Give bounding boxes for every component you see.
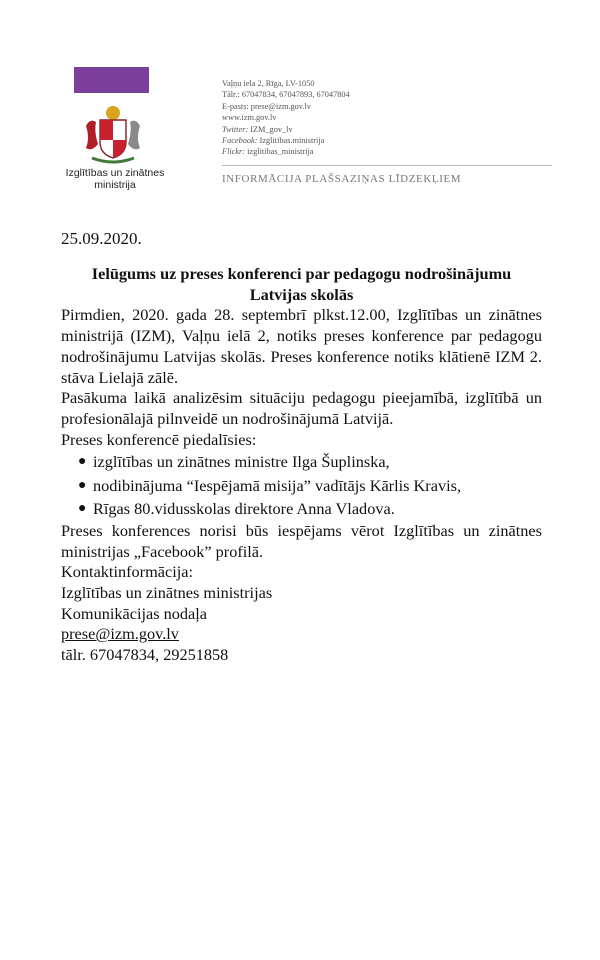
header-flickr bbox=[222, 146, 350, 157]
paragraph-facebook-stream: Preses konferences norisi būs iespējams vērot Izglītības un zinātnes ministrijas „Facebook” profilā. bbox=[61, 520, 542, 561]
paragraph-announcement: Pirmdien, 2020. gada 28. septembrī plkst.12.00, Izglītības un zinātnes ministrijā (IZM), Vaļņu ielā 2, notiks preses konference par pedagogu nodrošinājumu Latvijas skolās. Preses konference notiks klātienē IZM 2. stāva Lielajā zālē. bbox=[61, 305, 542, 387]
facebook-label: Facebook: bbox=[222, 136, 258, 146]
header-contact-block bbox=[222, 78, 350, 158]
lion-icon bbox=[86, 121, 98, 150]
brand-color-bar bbox=[74, 67, 149, 93]
contact-org: Izglītības un zinātnes ministrijas bbox=[61, 582, 273, 602]
header-divider bbox=[222, 165, 552, 166]
participant-name: Rīgas 80.vidusskolas direktore Anna Vladova. bbox=[93, 499, 395, 519]
title-line2: Latvijas skolās bbox=[249, 284, 354, 304]
contact-phone: tālr. 67047834, 29251858 bbox=[61, 645, 229, 665]
griffin-icon bbox=[128, 121, 140, 150]
facebook-value[interactable]: Izglitibas.ministrija bbox=[259, 136, 325, 146]
sun-icon bbox=[106, 106, 120, 120]
twitter-value[interactable]: IZM_gov_lv bbox=[250, 124, 293, 134]
logo-text-line2: ministrija bbox=[94, 179, 136, 191]
flickr-label: Flickr: bbox=[222, 147, 246, 157]
contact-heading: Kontaktinformācija: bbox=[61, 562, 194, 582]
bullet-icon: ● bbox=[78, 477, 87, 493]
list-item bbox=[61, 474, 542, 498]
title-line1: Ielūgums uz preses konferenci par pedagogu nodrošinājumu bbox=[91, 264, 512, 283]
ministry-logo-text bbox=[54, 167, 176, 191]
participant-name: nodibinājuma “Iespējamā misija” vadītājs Kārlis Kravis, bbox=[93, 475, 462, 495]
contact-email-link[interactable]: prese@izm.gov.lv bbox=[61, 624, 179, 644]
logo-text-line1: Izglītības un zinātnes bbox=[65, 167, 165, 179]
list-item bbox=[61, 497, 542, 521]
coat-of-arms-icon bbox=[78, 104, 148, 166]
list-item bbox=[61, 450, 542, 474]
flickr-value[interactable]: izglitibas_ministrija bbox=[247, 147, 314, 157]
header-address: Vaļņu iela 2, Rīga, LV-1050 bbox=[222, 79, 315, 88]
participant-name: izglītības un zinātnes ministre Ilga Šuplinska, bbox=[93, 452, 390, 472]
header-section-title: INFORMĀCIJA PLAŠSAZIŅAS LĪDZEKĻIEM bbox=[222, 173, 462, 185]
participants-intro: Preses konferencē piedalīsies: bbox=[61, 429, 257, 449]
bullet-icon: ● bbox=[78, 501, 87, 517]
contact-dept: Komunikācijas nodaļa bbox=[61, 603, 208, 623]
participants-list bbox=[61, 450, 542, 521]
header-email: E-pasts: prese@izm.gov.lv bbox=[222, 101, 311, 111]
document-title bbox=[61, 264, 542, 305]
document-body bbox=[61, 264, 542, 666]
bullet-icon: ● bbox=[78, 454, 87, 470]
header-facebook bbox=[222, 135, 350, 146]
header-website[interactable]: www.izm.gov.lv bbox=[222, 113, 277, 123]
paragraph-agenda: Pasākuma laikā analizēsim situāciju pedagogu pieejamībā, izglītībā un profesionālajā pilnveidē un nodrošinājumā Latvijā. bbox=[61, 388, 542, 428]
twitter-label: Twitter: bbox=[222, 124, 249, 134]
header-twitter bbox=[222, 124, 350, 135]
header-phone: Tālr.: 67047834, 67047893, 67047804 bbox=[222, 90, 350, 100]
document-date: 25.09.2020. bbox=[61, 229, 142, 248]
